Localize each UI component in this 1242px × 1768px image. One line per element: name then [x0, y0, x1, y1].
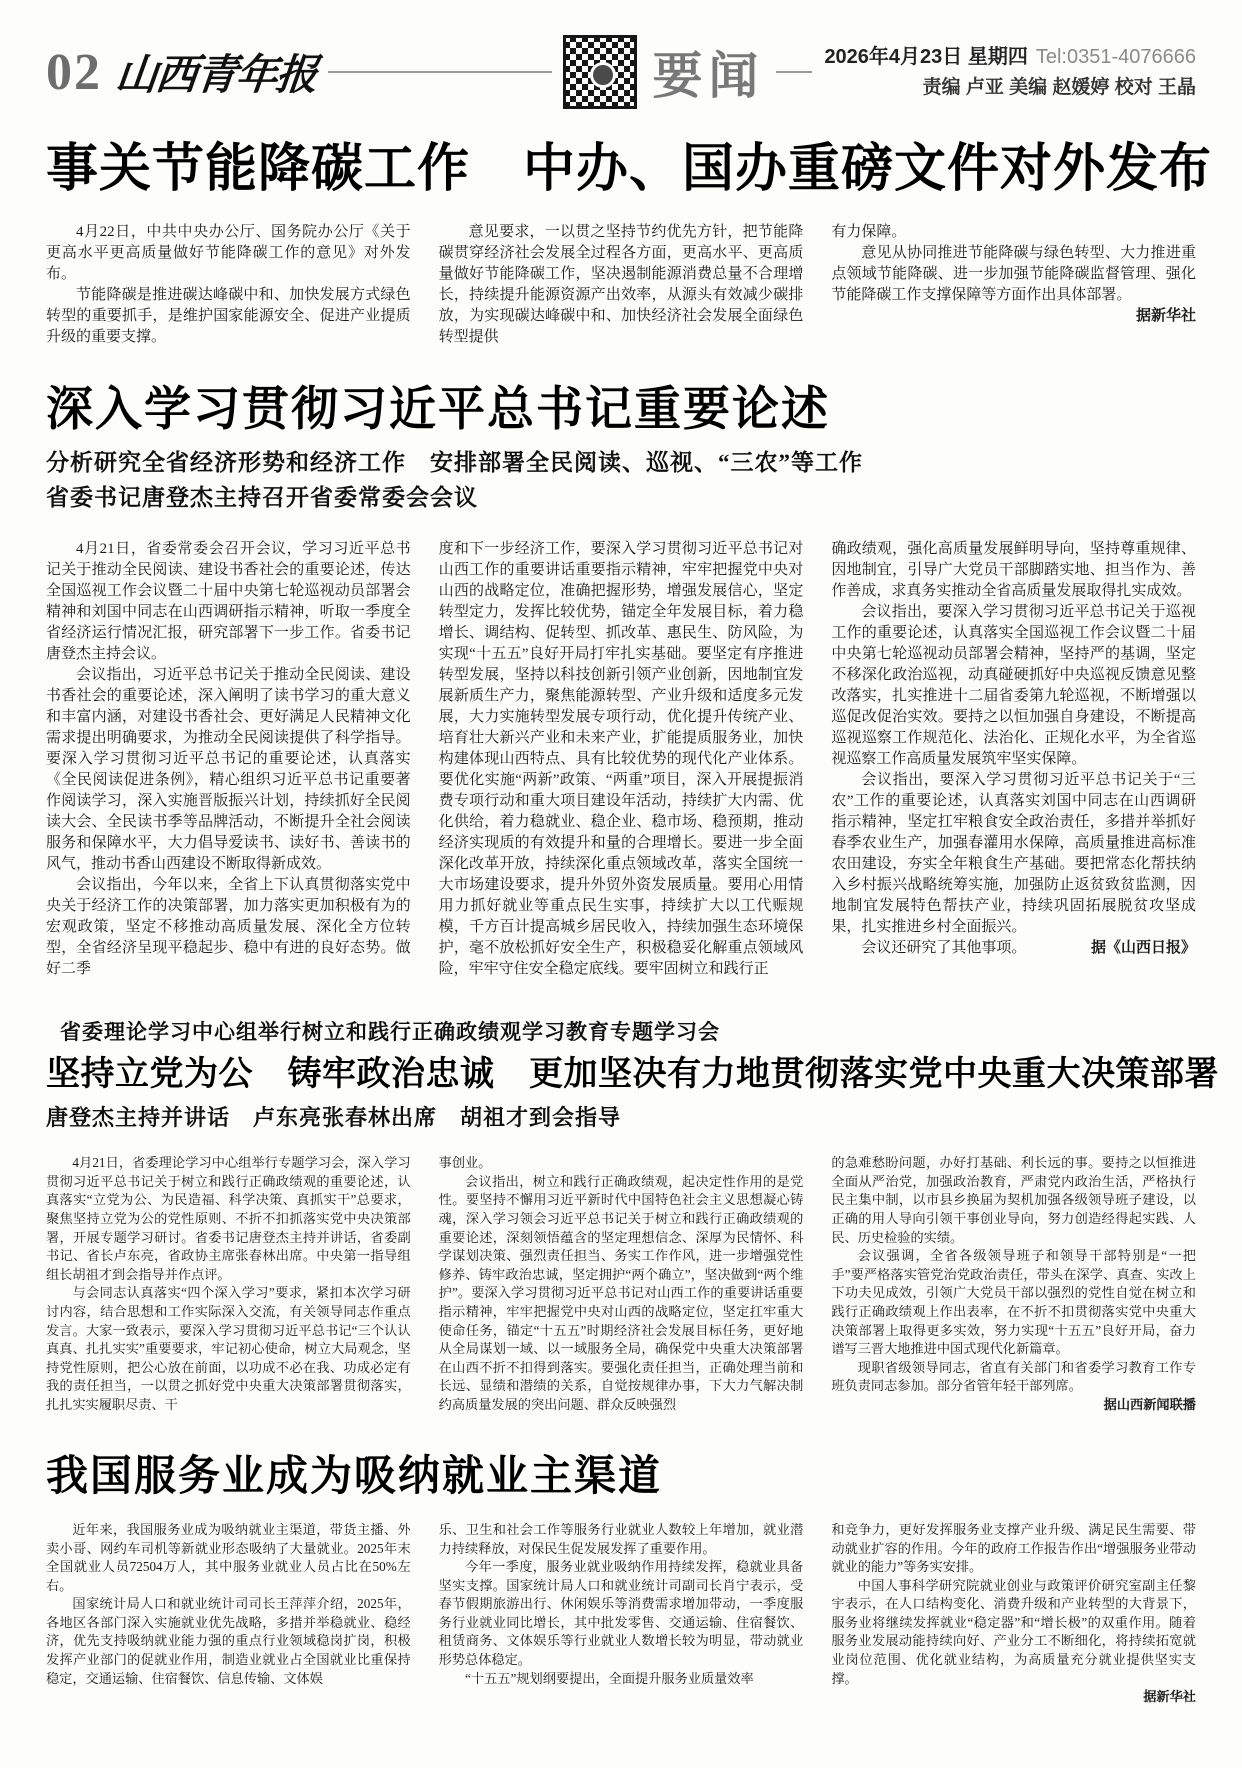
article-sg-col3: [831, 1154, 1196, 1414]
closing-line: [831, 938, 1196, 959]
body-paragraph: 会议指出，树立和践行正确政绩观，起决定性作用的是党性。要坚持不懈用习近平新时代中国特色社会主义思想凝心铸魂，深入学习领会习近平总书记关于树立和践行正确政绩观的重要论述，深刻领悟蕴含的坚定理想信念、深厚为民情怀、科学谋划决策、强烈责任担当、务实工作作风，进一步增强党性修养、铸牢政治忠诚，坚定拥护“两个确立”，坚决做到“两个维护”。要深入学习贯彻习近平总书记对山西工作的重要讲话重要指示精神，牢牢把握党中央对山西的战略定位，坚定扛牢重大使命任务，锚定“十五五”时期经济社会发展目标任务，更好地从全局谋划一域、以一域服务全局，确保党中央重大决策部署在山西不折不扣得到落实。要强化责任担当，正确处理当前和长远、显绩和潜绩的关系，自觉按规律办事，下大力气解决制约高质量发展的突出问题、群众反映强烈: [438, 1173, 804, 1412]
article-standing-committee: [46, 382, 1196, 980]
attribution-source: 据《山西日报》: [1090, 939, 1196, 956]
article-services-headline: 我国服务业成为吸纳就业主渠道: [46, 1451, 663, 1499]
attribution-source: 据新华社: [1143, 1689, 1196, 1705]
article-sg-body: [46, 1154, 1196, 1414]
body-paragraph: 度和下一步经济工作，要深入学习贯彻习近平总书记对山西工作的重要讲话重要指示精神，牢牢把握党中央对山西的战略定位，准确把握形势，增强发展信心，坚定转型定力，发挥比较优势，锚定全年发展目标，着力稳增长、调结构、促转型、抓改革、惠民生、防风险，为实现“十五五”良好开局打牢扎实基础。要坚定有序推进转型发展，坚持以科技创新引领产业创新，因地制宜发展新质生产力，聚焦能源转型、产业升级和适度多元发展，大力实施转型发展专项行动，优化提升传统产业、培育壮大新兴产业和未来产业，扩能提质服务业，加快构建体现山西特点、具有比较优势的现代化产业体系。要优化实施“两新”政策、“两重”项目，深入开展提振消费专项行动和重大项目建设年活动，持续扩大内需、优化供给，着力稳就业、稳企业、稳市场、稳预期，推动经济实现质的有效提升和量的合理增长。要进一步全面深化改革开放，持续深化重点领域改革，落实全国统一大市场建设要求，提升外贸外资发展质量。要用心用情用力抓好就业等重点民生实事，持续扩大以工代赈规模，千方百计提高城乡居民收入，持续加强生态环境保护，毫不放松抓好安全生产，积极稳妥化解重点领域风险，牢牢守住安全稳定底线。要牢固树立和践行正: [438, 540, 804, 977]
header-info: [824, 42, 1196, 103]
article-sg-kicker: 省委理论学习中心组举行树立和践行正确政绩观学习教育专题学习会: [60, 1020, 720, 1044]
body-paragraph: “十五五”规划纲要提出，全面提升服务业质量效率: [465, 1670, 754, 1686]
phone-number: Tel:0351-4076666: [1035, 45, 1196, 68]
article-energy-headline: 事关节能降碳工作 中办、国办重磅文件对外发布: [46, 140, 1213, 198]
body-paragraph: 4月22日，中共中央办公厅、国务院办公厅《关于更高水平更高质量做好节能降碳工作的意见》对外发布。: [46, 223, 411, 282]
article-services: [46, 1451, 1196, 1707]
article-energy-col3: [831, 222, 1196, 348]
header-rule-left: [328, 71, 552, 73]
date-text: 2026年4月23日 星期四: [824, 45, 1028, 68]
header-rule-right: [776, 71, 812, 73]
body-paragraph: 会议指出，习近平总书记关于推动全民阅读、建设书香社会的重要论述，深入阐明了读书学习的重大意义和丰富内涵，对建设书香社会、更好满足人民精神文化需求提出明确要求，为推动全民阅读提供了科学指导。要深入学习贯彻习近平总书记的重要论述，认真落实《全民阅读促进条例》，精心组织习近平总书记重要著作阅读学习，深入实施晋版振兴计划，持续抓好全民阅读大会、全民读书季等品牌活动，不断提升全社会阅读服务和保障水平，大力倡导爱读书、读好书、善读书的风气，推动书香山西建设不断取得新成效。: [46, 666, 411, 872]
newspaper-masthead: 山西青年报: [113, 53, 319, 99]
article-sc-subhead1: 分析研究全省经济形势和经济工作 安排部署全民阅读、巡视、“三农”等工作: [46, 449, 863, 475]
body-paragraph: 会议强调，全省各级领导班子和领导干部特别是“一把手”要严格落实管党治党政治责任，带头在深学、真查、实改上下功夫见成效，引领广大党员干部以强烈的党性自觉在树立和践行正确政绩观上作出表率，在不折不扣贯彻落实党中央重大决策部署上取得更多实效，努力实现“十五五”良好开局，奋力谱写三晋大地推进中国式现代化新篇章。: [831, 1248, 1196, 1357]
article-energy-body: [46, 222, 1196, 348]
section-label: 要闻: [652, 48, 765, 104]
body-paragraph: 和竞争力，更好发挥服务业支撑产业升级、满足民生需要、带动就业扩容的作用。今年的政府工作报告作出“增强服务业带动就业的能力”等务实安排。: [831, 1521, 1196, 1575]
attribution-source: 据山西新闻联播: [1103, 1396, 1196, 1412]
article-sc-subhead2: 省委书记唐登杰主持召开省委常委会会议: [46, 485, 478, 511]
body-paragraph: 意见要求，一以贯之坚持节约优先方针，把节能降碳贯穿经济社会发展全过程各方面，更高水平、更高质量做好节能降碳工作，坚决遏制能源消费总量不合理增长，持续提升能源资源产出效率，从源头有效减少碳排放，为实现碳达峰碳中和、加快经济社会发展全面绿色转型提供: [438, 223, 804, 345]
article-sg-col2: [439, 1154, 804, 1414]
body-paragraph: 会议指出，要深入学习贯彻习近平总书记关于巡视工作的重要论述，认真落实全国巡视工作会议暨二十届中央第七轮巡视动员部署会精神，坚持严的基调，坚定不移深化政治巡视，动真碰硬抓好中央巡视反馈意见整改落实，扎实推进十二届省委第九轮巡视，不断增强以巡促改促治实效。要持之以恒加强自身建设，不断提高巡视巡察工作规范化、法治化、正规化水平，为全省巡视巡察工作高质量发展筑牢坚实保障。: [831, 603, 1196, 767]
body-paragraph: 4月21日，省委常委会召开会议，学习习近平总书记关于推动全民阅读、建设书香社会的重要论述，传达全国巡视工作会议暨二十届中央第七轮巡视动员部署会精神和刘国中同志在山西调研指示精神，听取一季度全省经济运行情况汇报，研究部署下一步工作。省委书记唐登杰主持会议。: [46, 540, 411, 662]
date-row: [824, 42, 1196, 72]
body-paragraph: 中国人事科学研究院就业创业与政策评价研究室副主任黎宇表示，在人口结构变化、消费升级和产业转型的大背景下，服务业将继续发挥就业“稳定器”和“增长极”的双重作用。随着服务业发展动能持续向好、产业分工不断细化，将持续拓宽就业岗位范围、优化就业结构，为高质量充分就业提供坚实支撑。: [831, 1577, 1196, 1686]
body-paragraph: 事创业。: [438, 1155, 492, 1171]
body-paragraph: 国家统计局人口和就业统计司司长王萍萍介绍，2025年，各地区各部门深入实施就业优先战略，多措并举稳就业、稳经济，优先支持吸纳就业能力强的重点行业领域稳岗扩岗，积极发挥产业部门的促就业作用，制造业就业占全国就业比重保持稳定，交通运输、住宿餐饮、信息传输、文体娱: [46, 1596, 411, 1686]
body-paragraph: 4月21日，省委理论学习中心组举行专题学习会，深入学习贯彻习近平总书记关于树立和践行正确政绩观的重要论述，认真落实“立党为公、为民造福、科学决策、真抓实干”总要求，聚焦坚持立党为公的党性原则、不折不扣抓落实党中央决策部署，开展专题学习研讨。省委书记唐登杰主持并讲话，省委副书记、省长卢东亮，省政协主席张春林出席。中央第一指导组组长胡祖才到会指导并作点评。: [46, 1155, 411, 1282]
article-sg-col1: [46, 1154, 411, 1414]
article-sc-body: [46, 539, 1196, 980]
article-services-col2: [439, 1521, 804, 1707]
article-energy-col2: [439, 222, 804, 348]
article-sg-headline: 坚持立党为公 铸牢政治忠诚 更加坚决有力地贯彻落实党中央重大决策部署: [46, 1054, 1219, 1093]
article-services-col1: [46, 1521, 411, 1707]
article-services-body: [46, 1521, 1196, 1707]
article-study-group: [46, 1016, 1219, 1415]
body-paragraph: 有力保障。: [831, 223, 907, 240]
body-paragraph: 确政绩观，强化高质量发展鲜明导向，坚持尊重规律、因地制宜，引导广大党员干部脚踏实地、担当作为、善作善成，求真务实推动全省高质量发展取得扎实成效。: [831, 540, 1196, 599]
article-services-col3: [831, 1521, 1196, 1707]
body-paragraph: 节能降碳是推进碳达峰碳中和、加快发展方式绿色转型的重要抓手，是维护国家能源安全、促进产业提质升级的重要支撑。: [46, 286, 411, 345]
article-energy-col1: [46, 222, 411, 348]
attribution-source: 据新华社: [1135, 307, 1196, 324]
article-sg-subhead: 唐登杰主持并讲话 卢东亮张春林出席 胡祖才到会指导: [46, 1105, 622, 1131]
body-paragraph: 会议指出，今年以来，全省上下认真贯彻落实党中央关于经济工作的决策部署，加力落实更加积极有为的宏观政策，坚定不移推动高质量发展、深化全方位转型，全省经济呈现平稳起步、稳中有进的良好态势。做好二季: [46, 876, 411, 977]
page-header: [46, 30, 1196, 114]
body-paragraph: 与会同志认真落实“四个深入学习”要求，紧扣本次学习研讨内容，结合思想和工作实际深入交流，有关领导同志作重点发言。大家一致表示，要深入学习贯彻习近平总书记“三个认认真真、扎扎实实”重要要求，牢记初心使命，树立大局观念，坚持党性原则，把公心放在前面，以功成不必在我、功成必定有我的责任担当，一以贯之抓好党中央重大决策部署贯彻落实，扎扎实实履职尽责、干: [46, 1285, 411, 1412]
staff-credits: 责编 卢亚 美编 赵媛婷 校对 王晶: [922, 76, 1196, 98]
body-paragraph: 的急难愁盼问题，办好打基础、利长远的事。要持之以恒推进全面从严治党，加强政治教育，严肃党内政治生活，严格执行民主集中制，以市县乡换届为契机加强各级领导班子建设，以正确的用人导向引领干事创业导向，努力创造经得起实践、人民、历史检验的实绩。: [831, 1155, 1196, 1245]
article-sc-col1: [46, 539, 411, 980]
article-energy: [46, 140, 1213, 348]
body-paragraph: 近年来，我国服务业成为吸纳就业主渠道，带货主播、外卖小哥、网约车司机等新就业形态吸纳了大量就业。2025年末全国就业人员72504万人，其中服务业就业人员占比在50%左右。: [46, 1521, 411, 1593]
article-sc-headline: 深入学习贯彻习近平总书记重要论述: [46, 381, 830, 435]
qr-code: [564, 36, 636, 108]
body-paragraph: 乐、卫生和社会工作等服务行业就业人数较上年增加，就业潜力持续释放，对保民生促发展发挥了重要作用。: [438, 1521, 804, 1556]
page-number: 02: [46, 43, 102, 101]
article-sc-col3: [831, 539, 1196, 980]
article-sc-col2: [439, 539, 804, 980]
body-paragraph: 今年一季度，服务业就业吸纳作用持续发挥，稳就业具备坚实支撑。国家统计局人口和就业统计司副司长肖宁表示，受春节假期旅游出行、休闲娱乐等消费需求增加带动，一季度服务行业就业同比增长，其中批发零售、交通运输、住宿餐饮、租赁商务、文体娱乐等行业就业人数增长较为明显，带动就业形势总体稳定。: [438, 1559, 804, 1668]
body-paragraph: 意见从协同推进节能降碳与绿色转型、大力推进重点领域节能降碳、进一步加强节能降碳监督管理、强化节能降碳工作支撑保障等方面作出具体部署。: [831, 244, 1196, 303]
body-paragraph: 会议指出，要深入学习贯彻习近平总书记关于“三农”工作的重要论述，认真落实刘国中同志在山西调研指示精神，坚定扛牢粮食安全政治责任，多措并举抓好春季农业生产，加强春灌用水保障，高质量推进高标准农田建设，夯实全年粮食生产基础。要把常态化帮扶纳入乡村振兴战略统筹实施，加强防止返贫致贫监测，因地制宜发展特色帮扶产业，持续巩固拓展脱贫攻坚成果，扎实推进乡村全面振兴。: [831, 771, 1196, 935]
body-paragraph: 现职省级领导同志，省直有关部门和省委学习教育工作专班负责同志参加。部分省管年轻干部列席。: [831, 1359, 1196, 1394]
body-paragraph: 会议还研究了其他事项。: [861, 939, 1027, 956]
